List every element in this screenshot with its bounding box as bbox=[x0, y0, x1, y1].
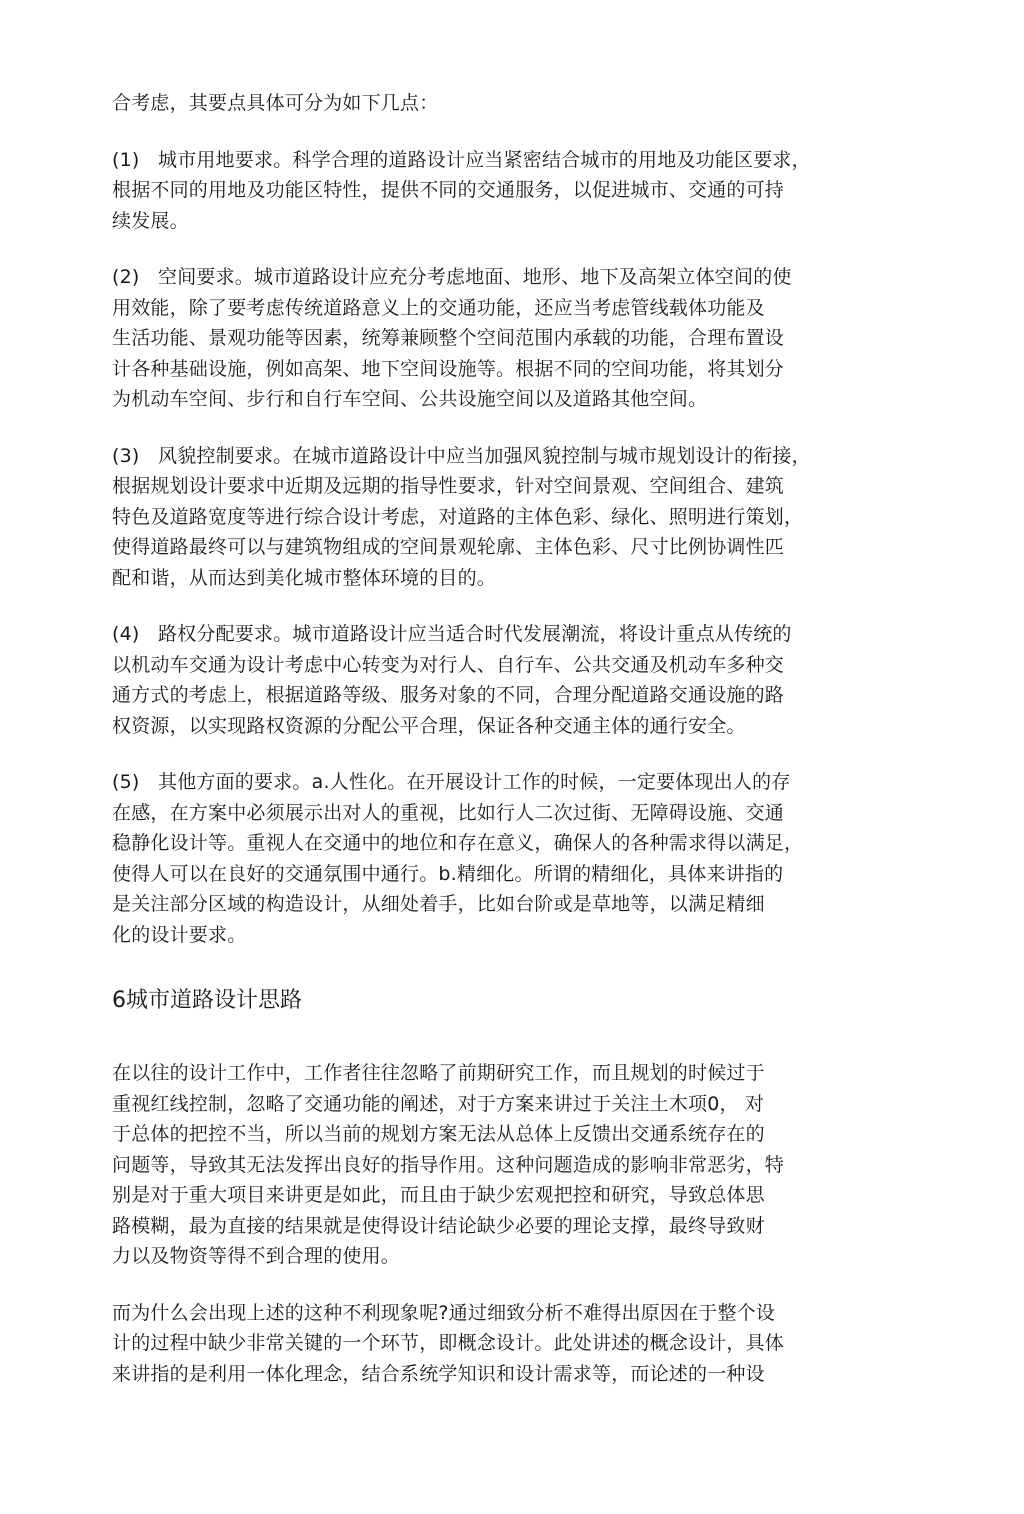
text-line: 续发展。 bbox=[112, 209, 189, 232]
text-line: 以机动车交通为设计考虑中心转变为对行人、自行车、公共交通及机动车多种交 bbox=[112, 653, 785, 676]
text-line: 通方式的考虑上，根据道路等级、服务对象的不同，合理分配道路交通设施的路 bbox=[112, 684, 785, 706]
list-item-2 bbox=[112, 262, 912, 415]
text-line: 权资源，以实现路权资源的分配公平合理，保证各种交通主体的通行安全。 bbox=[112, 714, 746, 737]
text-line: (2) 空间要求。城市道路设计应充分考虑地面、地形、地下及高架立体空间的使 bbox=[112, 262, 912, 293]
item-number: (4) bbox=[112, 623, 140, 645]
body-paragraph-2 bbox=[112, 1298, 912, 1390]
item-number: (3) bbox=[112, 444, 140, 467]
text-line: 力以及物资等得不到合理的使用。 bbox=[112, 1245, 401, 1267]
text-line: 而为什么会出现上述的这种不利现象呢?通过细致分析不难得出原因在于整个设 bbox=[112, 1301, 776, 1324]
text-line: 重视红线控制，忽略了交通功能的阐述，对于方案来讲过于关注土木项0， 对 bbox=[112, 1092, 765, 1115]
text-line: 特色及道路宽度等进行综合设计考虑，对道路的主体色彩、绿化、照明进行策划， bbox=[112, 505, 804, 528]
list-item-3 bbox=[112, 441, 912, 594]
text-line: 问题等，导致其无法发挥出良好的指导作用。这种问题造成的影响非常恶劣，特 bbox=[112, 1153, 785, 1176]
section-heading: 6城市道路设计思路 bbox=[112, 988, 302, 1013]
text-line: 计的过程中缺少非常关键的一个环节，即概念设计。此处讲述的概念设计，具体 bbox=[112, 1332, 785, 1354]
item-number: (1) bbox=[112, 148, 140, 171]
text-line: 路模糊，最为直接的结果就是使得设计结论缺少必要的理论支撑，最终导致财 bbox=[112, 1214, 765, 1237]
document-page bbox=[112, 88, 912, 1389]
list-item-4 bbox=[112, 619, 912, 741]
text-line: (1) 城市用地要求。科学合理的道路设计应当紧密结合城市的用地及功能区要求， bbox=[112, 145, 912, 176]
text-line: 来讲指的是利用一体化理念，结合系统学知识和设计需求等，而论述的一种设 bbox=[112, 1362, 765, 1385]
item-number: (2) bbox=[112, 266, 140, 288]
text-line: 计各种基础设施，例如高架、地下空间设施等。根据不同的空间功能，将其划分 bbox=[112, 357, 785, 380]
text-line: 稳静化设计等。重视人在交通中的地位和存在意义，确保人的各种需求得以满足， bbox=[112, 832, 804, 854]
body-paragraph-1 bbox=[112, 1058, 912, 1272]
text-line: 别是对于重大项目来讲更是如此，而且由于缺少宏观把控和研究，导致总体思 bbox=[112, 1184, 765, 1206]
text-line: 为机动车空间、步行和自行车空间、公共设施空间以及道路其他空间。 bbox=[112, 388, 708, 410]
text-line: 于总体的把控不当，所以当前的规划方案无法从总体上反馈出交通系统存在的 bbox=[112, 1123, 765, 1145]
text-line: 配和谐，从而达到美化城市整体环境的目的。 bbox=[112, 566, 497, 589]
text-line: 用效能，除了要考虑传统道路意义上的交通功能，还应当考虑管线载体功能及 bbox=[112, 296, 765, 319]
text-line: 根据不同的用地及功能区特性，提供不同的交通服务，以促进城市、交通的可持 bbox=[112, 179, 785, 201]
text-line: 化的设计要求。 bbox=[112, 923, 247, 946]
list-item-1 bbox=[112, 145, 912, 237]
text-line: 根据规划设计要求中近期及远期的指导性要求，针对空间景观、空间组合、建筑 bbox=[112, 475, 785, 497]
text-line: (5) 其他方面的要求。a.人性化。在开展设计工作的时候，一定要体现出人的存 bbox=[112, 767, 912, 798]
text-line: 在感，在方案中必须展示出对人的重视，比如行人二次过街、无障碍设施、交通 bbox=[112, 801, 785, 824]
text-line: 生活功能、景观功能等因素，统筹兼顾整个空间范围内承载的功能，合理布置设 bbox=[112, 327, 785, 349]
text-line: 使得道路最终可以与建筑物组成的空间景观轮廓、主体色彩、尺寸比例协调性匹 bbox=[112, 536, 785, 558]
text-line: 在以往的设计工作中，工作者往往忽略了前期研究工作，而且规划的时候过于 bbox=[112, 1062, 765, 1084]
text-line: 合考虑，其要点具体可分为如下几点： bbox=[112, 92, 439, 114]
item-number: (5) bbox=[112, 771, 140, 793]
text-line: 使得人可以在良好的交通氛围中通行。b.精细化。所谓的精细化，具体来讲指的 bbox=[112, 862, 784, 885]
list-item-5 bbox=[112, 767, 912, 950]
text-line: (3) 风貌控制要求。在城市道路设计中应当加强风貌控制与城市规划设计的衔接， bbox=[112, 441, 912, 472]
text-line: 是关注部分区域的构造设计，从细处着手，比如台阶或是草地等，以满足精细 bbox=[112, 893, 765, 915]
intro-paragraph bbox=[112, 88, 912, 119]
text-line: (4) 路权分配要求。城市道路设计应当适合时代发展潮流，将设计重点从传统的 bbox=[112, 619, 912, 650]
